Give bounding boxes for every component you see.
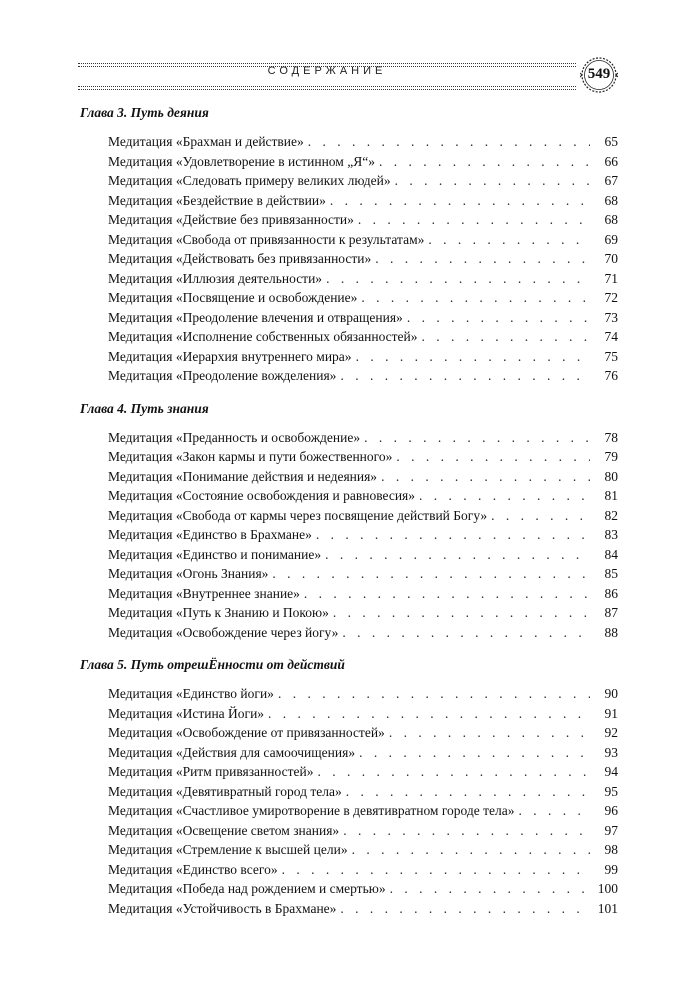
toc-entry <box>108 564 618 584</box>
toc-entry <box>108 704 618 724</box>
toc-entry <box>108 132 618 152</box>
page-number: 549 <box>587 66 611 82</box>
toc-entry-title: Медитация «Свобода от привязанности к результатам» <box>108 231 425 247</box>
toc-entry <box>108 743 618 763</box>
toc-entry-page: 82 <box>604 507 618 523</box>
dot-leader <box>313 762 590 782</box>
toc-entry-title: Медитация «Удовлетворение в истинном „Я“» <box>108 153 375 169</box>
toc-entry-title: Медитация «Закон кармы и пути божественного» <box>108 449 393 464</box>
header-rule <box>78 86 576 87</box>
toc-entry <box>108 269 618 289</box>
toc-entry-title: Медитация «Преодоление влечения и отвращения» <box>108 309 403 325</box>
toc-entry-page: 68 <box>604 192 618 208</box>
toc-entry <box>108 821 618 841</box>
toc-entry-page: 71 <box>604 270 618 286</box>
toc-entry-title: Медитация «Внутреннее знание» <box>108 585 300 601</box>
toc-entry-page: 86 <box>604 585 618 601</box>
chapter-title: Глава 4. Путь знания <box>80 400 209 416</box>
toc-entry-page: 83 <box>604 527 618 542</box>
toc-entry-title: Медитация «Состояние освобождения и равновесия» <box>108 488 415 503</box>
dot-leader <box>339 821 590 841</box>
dot-leader <box>342 782 590 802</box>
toc-entry <box>108 428 618 448</box>
running-header <box>78 50 618 90</box>
dot-leader <box>336 366 590 386</box>
dot-leader <box>338 623 590 643</box>
toc-entry <box>108 801 618 821</box>
dot-leader <box>300 584 590 604</box>
toc-entry <box>108 506 618 526</box>
toc-entry-title: Медитация «Действовать без привязанности» <box>108 251 372 266</box>
dot-leader <box>348 840 590 860</box>
toc-entry-page: 66 <box>604 153 618 169</box>
toc-entry-title: Медитация «Свобода от кармы через посвящение действий Богу» <box>108 507 488 523</box>
dot-leader <box>360 428 590 448</box>
toc-entry-title: Медитация «Иллюзия деятельности» <box>108 270 323 286</box>
toc-entry-title: Медитация «Девятивратный город тела» <box>108 783 342 799</box>
toc-entry-title: Медитация «Действие без привязанности» <box>108 212 354 227</box>
toc-entry-page: 99 <box>604 861 618 877</box>
toc-entry <box>108 525 618 545</box>
toc-entry-page: 90 <box>604 686 618 701</box>
toc-entry-title: Медитация «Освобождение через йогу» <box>108 624 339 640</box>
toc-entry-title: Медитация «Преданность и освобождение» <box>108 429 361 445</box>
chapter-title: Глава 5. Путь отрешЁнности от действий <box>80 657 345 672</box>
toc-entry <box>108 723 618 743</box>
toc-entry-title: Медитация «Иерархия внутреннего мира» <box>108 348 352 364</box>
toc-entry-title: Медитация «Огонь Знания» <box>108 566 269 581</box>
toc-entry-title: Медитация «Освещение светом знания» <box>108 822 340 838</box>
dot-leader <box>322 269 590 289</box>
toc-entry-title: Медитация «Ритм привязанностей» <box>108 764 314 779</box>
toc-entry-page: 92 <box>604 725 618 740</box>
toc-entry-page: 69 <box>604 231 618 247</box>
dot-leader <box>274 684 590 704</box>
toc-entry <box>108 782 618 802</box>
toc-entry-page: 93 <box>604 744 618 760</box>
toc-entry <box>108 171 618 191</box>
page-number-badge <box>580 56 618 94</box>
toc-entry <box>108 327 618 347</box>
toc-entry-page: 70 <box>604 251 618 266</box>
toc-entry-page: 72 <box>604 290 618 305</box>
dot-leader <box>386 879 590 899</box>
toc-entry-title: Медитация «Путь к Знанию и Покою» <box>108 605 329 620</box>
toc-entry-page: 80 <box>604 468 618 484</box>
dot-leader <box>371 249 590 269</box>
chapter-section <box>80 656 618 918</box>
dot-leader <box>357 288 590 308</box>
dot-leader <box>418 327 590 347</box>
toc-entry <box>108 249 618 269</box>
table-of-contents <box>80 104 618 932</box>
toc-entry <box>108 762 618 782</box>
dot-leader <box>375 152 590 172</box>
toc-entry-title: Медитация «Единство в Брахмане» <box>108 527 312 542</box>
toc-entry-title: Медитация «Единство и понимание» <box>108 546 322 562</box>
toc-entry <box>108 545 618 565</box>
toc-entry <box>108 447 618 467</box>
toc-entry-page: 96 <box>604 803 618 818</box>
toc-entry-title: Медитация «Бездействие в действии» <box>108 192 326 208</box>
toc-entry <box>108 366 618 386</box>
toc-entry-page: 85 <box>604 566 618 581</box>
dot-leader <box>268 564 590 584</box>
toc-entry-title: Медитация «Посвящение и освобождение» <box>108 290 358 305</box>
toc-entry-title: Медитация «Освобождение от привязанностей» <box>108 725 385 740</box>
toc-entry-title: Медитация «Победа над рождением и смертью» <box>108 881 386 896</box>
chapter-section <box>80 104 618 386</box>
toc-entry-title: Медитация «Стремление к высшей цели» <box>108 842 348 857</box>
header-rule <box>78 89 576 90</box>
toc-entry-page: 98 <box>604 842 618 857</box>
dot-leader <box>354 210 590 230</box>
toc-entry <box>108 230 618 250</box>
dot-leader <box>329 603 590 623</box>
toc-entry-page: 94 <box>604 764 618 779</box>
toc-entry-page: 76 <box>604 368 618 383</box>
toc-entry-title: Медитация «Брахман и действие» <box>108 134 304 149</box>
dot-leader <box>278 860 590 880</box>
toc-entry-page: 65 <box>604 134 618 149</box>
dot-leader <box>336 899 590 919</box>
toc-entry <box>108 623 618 643</box>
toc-entry-title: Медитация «Исполнение собственных обязанностей» <box>108 329 418 344</box>
dot-leader <box>312 525 590 545</box>
dot-leader <box>487 506 590 526</box>
toc-entry-title: Медитация «Действия для самоочищения» <box>108 744 356 760</box>
toc-entry-page: 79 <box>604 449 618 464</box>
dot-leader <box>385 723 590 743</box>
toc-entry <box>108 879 618 899</box>
dot-leader <box>392 447 590 467</box>
header-rule <box>78 63 576 64</box>
toc-entry-page: 87 <box>604 605 618 620</box>
toc-entry <box>108 684 618 704</box>
toc-entry-page: 74 <box>604 329 618 344</box>
dot-leader <box>377 467 590 487</box>
toc-entry-title: Медитация «Преодоление вожделения» <box>108 368 337 383</box>
dot-leader <box>326 191 590 211</box>
toc-entry-page: 100 <box>597 881 618 896</box>
toc-entry-page: 97 <box>604 822 618 838</box>
toc-entry <box>108 347 618 367</box>
toc-entry-page: 68 <box>604 212 618 227</box>
dot-leader <box>415 486 590 506</box>
toc-entry <box>108 288 618 308</box>
toc-entry-page: 91 <box>604 705 618 721</box>
dot-leader <box>321 545 590 565</box>
toc-entry-title: Медитация «Единство всего» <box>108 861 278 877</box>
toc-entry-title: Медитация «Устойчивость в Брахмане» <box>108 900 337 916</box>
toc-entry <box>108 191 618 211</box>
toc-entry-page: 95 <box>604 783 618 799</box>
dot-leader <box>355 743 590 763</box>
dot-leader <box>264 704 590 724</box>
toc-entry-page: 88 <box>604 624 618 640</box>
toc-entry <box>108 584 618 604</box>
toc-entry-title: Медитация «Истина Йоги» <box>108 705 265 721</box>
toc-entry-title: Медитация «Следовать примеру великих людей» <box>108 173 391 188</box>
toc-entry <box>108 467 618 487</box>
toc-entry <box>108 860 618 880</box>
toc-entry <box>108 210 618 230</box>
dot-leader <box>352 347 590 367</box>
toc-entry-title: Медитация «Счастливое умиротворение в девятивратном городе тела» <box>108 803 515 818</box>
toc-entry-page: 78 <box>604 429 618 445</box>
dot-leader <box>403 308 590 328</box>
chapter-title: Глава 3. Путь деяния <box>80 105 209 120</box>
dot-leader <box>304 132 590 152</box>
dot-leader <box>391 171 590 191</box>
toc-entry-page: 67 <box>604 173 618 188</box>
toc-entry <box>108 603 618 623</box>
toc-entry-page: 75 <box>604 348 618 364</box>
dot-leader <box>424 230 590 250</box>
dot-leader <box>515 801 590 821</box>
toc-entry <box>108 840 618 860</box>
toc-entry-page: 73 <box>604 309 618 325</box>
running-header-title: СОДЕРЖАНИЕ <box>267 65 387 77</box>
toc-entry <box>108 152 618 172</box>
toc-entry-page: 101 <box>597 900 618 916</box>
toc-entry <box>108 486 618 506</box>
toc-entry-title: Медитация «Единство йоги» <box>108 686 274 701</box>
chapter-section <box>80 400 618 643</box>
toc-entry-page: 84 <box>604 546 618 562</box>
toc-entry <box>108 308 618 328</box>
toc-entry <box>108 899 618 919</box>
toc-entry-page: 81 <box>604 488 618 503</box>
toc-entry-title: Медитация «Понимание действия и недеяния» <box>108 468 378 484</box>
